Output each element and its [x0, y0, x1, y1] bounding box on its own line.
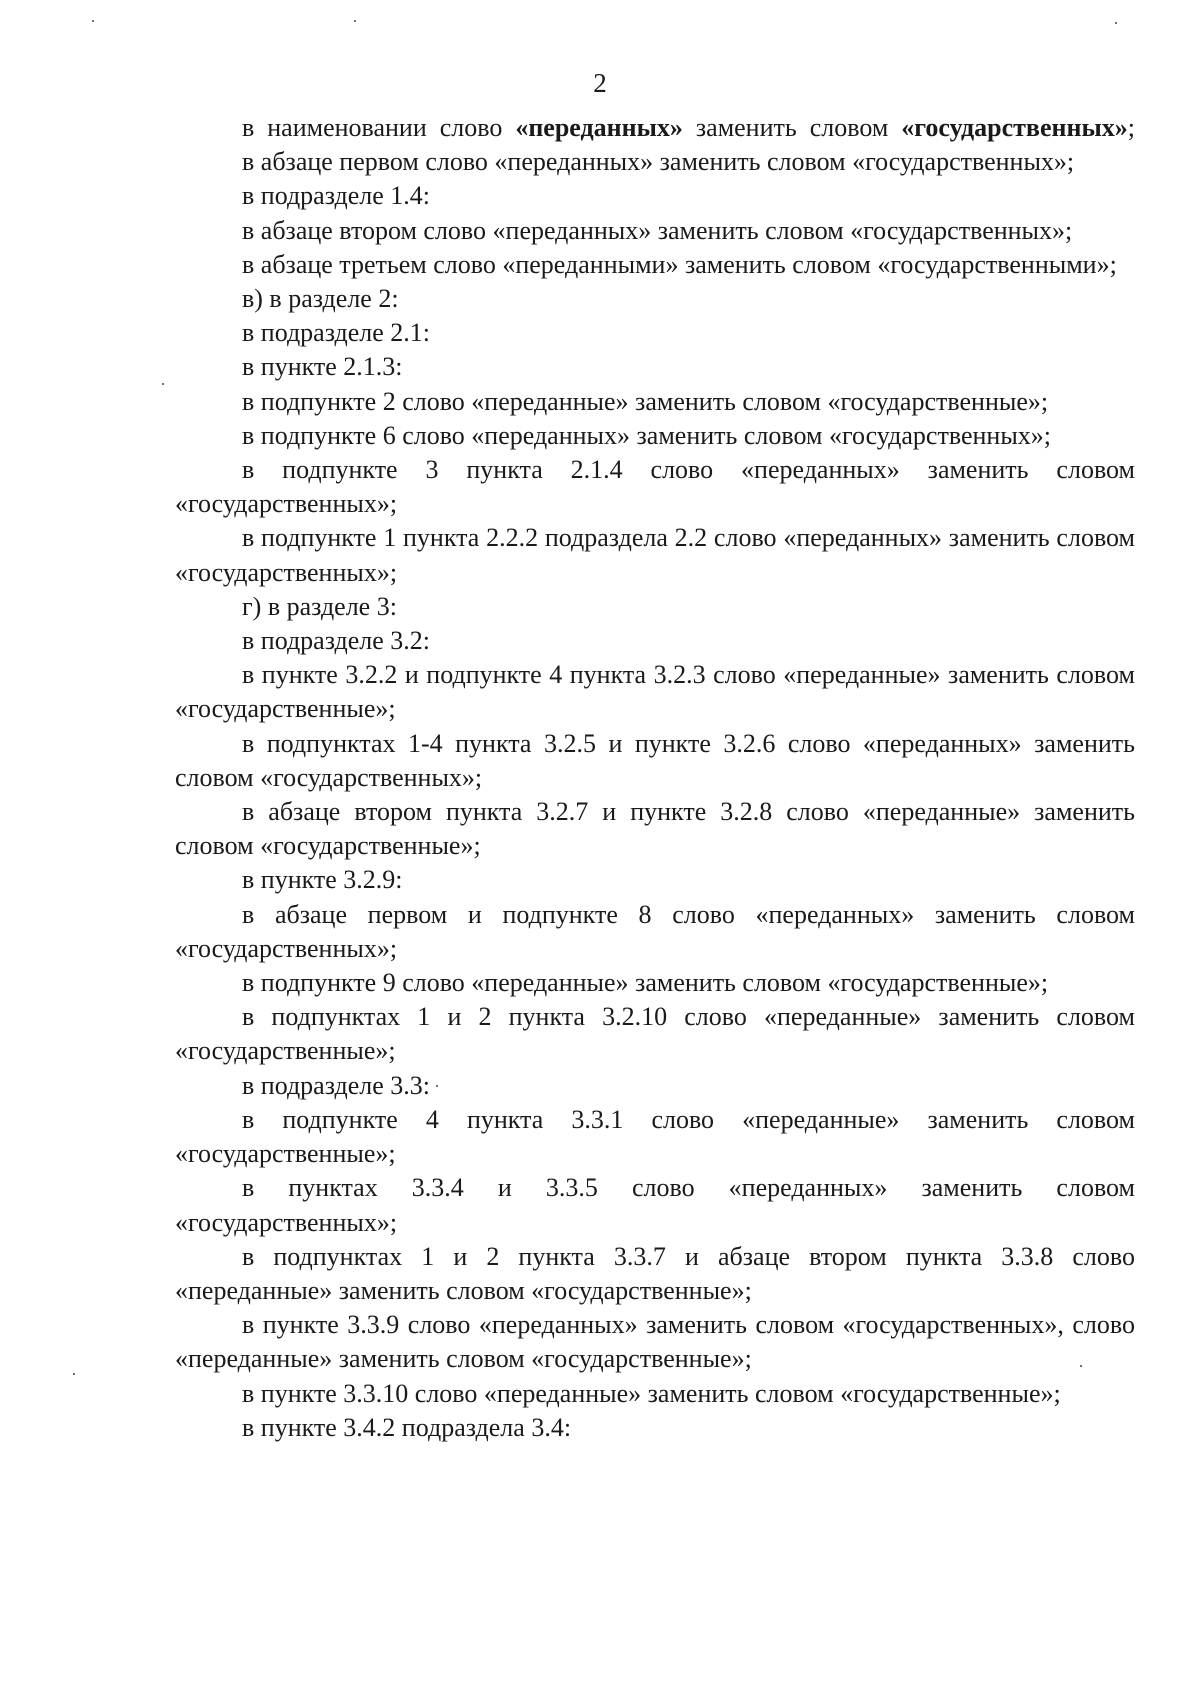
paragraph: в подразделе 2.1: — [242, 318, 431, 348]
paragraph — [175, 111, 1135, 145]
paragraph: в) в разделе 2: — [242, 284, 399, 314]
paragraph: в пункте 3.3.10 слово «переданные» заменить словом «государственные»; — [242, 1378, 1061, 1408]
paragraph-text: заменить словом — [682, 113, 902, 142]
paragraph: в подпунктах 1 и 2 пункта 3.3.7 и абзаце втором пункта 3.3.8 слово «переданные» заменить словом «государственные»; — [175, 1241, 1135, 1305]
paragraph: в абзаце третьем слово «переданными» заменить словом «государственными»; — [242, 249, 1117, 279]
paragraph: в пункте 3.2.2 и подпункте 4 пункта 3.2.3 слово «переданные» заменить словом «государственные»; — [175, 660, 1135, 724]
paragraph: в пункте 2.1.3: — [242, 352, 403, 382]
scan-speck — [1115, 22, 1117, 24]
page-number: 2 — [593, 68, 607, 98]
paragraph: в абзаце первом слово «переданных» заменить словом «государственных»; — [242, 147, 1075, 177]
paragraph: в подпункте 9 слово «переданные» заменить словом «государственные»; — [242, 968, 1049, 998]
paragraph: в подпункте 2 слово «переданные» заменить словом «государственные»; — [242, 386, 1049, 416]
paragraph: в подразделе 1.4: — [242, 181, 431, 211]
scan-speck — [354, 20, 356, 22]
paragraph-text: в наименовании слово — [242, 113, 516, 142]
paragraph: в пункте 3.3.9 слово «переданных» заменить словом «государственных», слово «переданные» заменить словом «государственные»; — [175, 1310, 1135, 1374]
paragraph: в подпунктах 1-4 пункта 3.2.5 и пункте 3.2.6 слово «переданных» заменить словом «государственных»; — [175, 728, 1135, 792]
bold-term: «переданных» — [515, 113, 683, 142]
paragraph-text: ; — [1127, 113, 1135, 142]
paragraph: в подпункте 1 пункта 2.2.2 подраздела 2.2 слово «переданных» заменить словом «государственных»; — [175, 523, 1135, 587]
paragraph: в подпунктах 1 и 2 пункта 3.2.10 слово «переданные» заменить словом «государственные»; — [175, 1002, 1135, 1066]
paragraph: в пункте 3.4.2 подраздела 3.4: — [242, 1412, 572, 1442]
paragraph: г) в разделе 3: — [242, 591, 397, 621]
scan-speck — [92, 20, 94, 22]
paragraph: в подразделе 3.2: — [242, 626, 431, 656]
paragraph: в абзаце втором пункта 3.2.7 и пункте 3.2.8 слово «переданные» заменить словом «государственные»; — [175, 797, 1135, 861]
paragraph: в подпункте 4 пункта 3.3.1 слово «переданные» заменить словом «государственные»; — [175, 1104, 1135, 1169]
paragraph: в подразделе 3.3: — [242, 1070, 431, 1100]
scan-speck — [162, 383, 164, 385]
paragraph: в абзаце первом и подпункте 8 слово «переданных» заменить словом «государственных»; — [175, 899, 1135, 963]
paragraph: в подпункте 3 пункта 2.1.4 слово «переданных» заменить словом «государственных»; — [175, 455, 1135, 519]
paragraph: в пунктах 3.3.4 и 3.3.5 слово «переданных» заменить словом «государственных»; — [175, 1173, 1135, 1237]
paragraph: в абзаце втором слово «переданных» заменить словом «государственных»; — [242, 215, 1073, 245]
bold-term: «государственных» — [901, 113, 1128, 142]
paragraph: в подпункте 6 слово «переданных» заменить словом «государственных»; — [242, 420, 1052, 450]
paragraph: в пункте 3.2.9: — [242, 865, 403, 895]
scan-speck — [73, 1373, 75, 1375]
amendments-body — [175, 111, 1135, 1445]
